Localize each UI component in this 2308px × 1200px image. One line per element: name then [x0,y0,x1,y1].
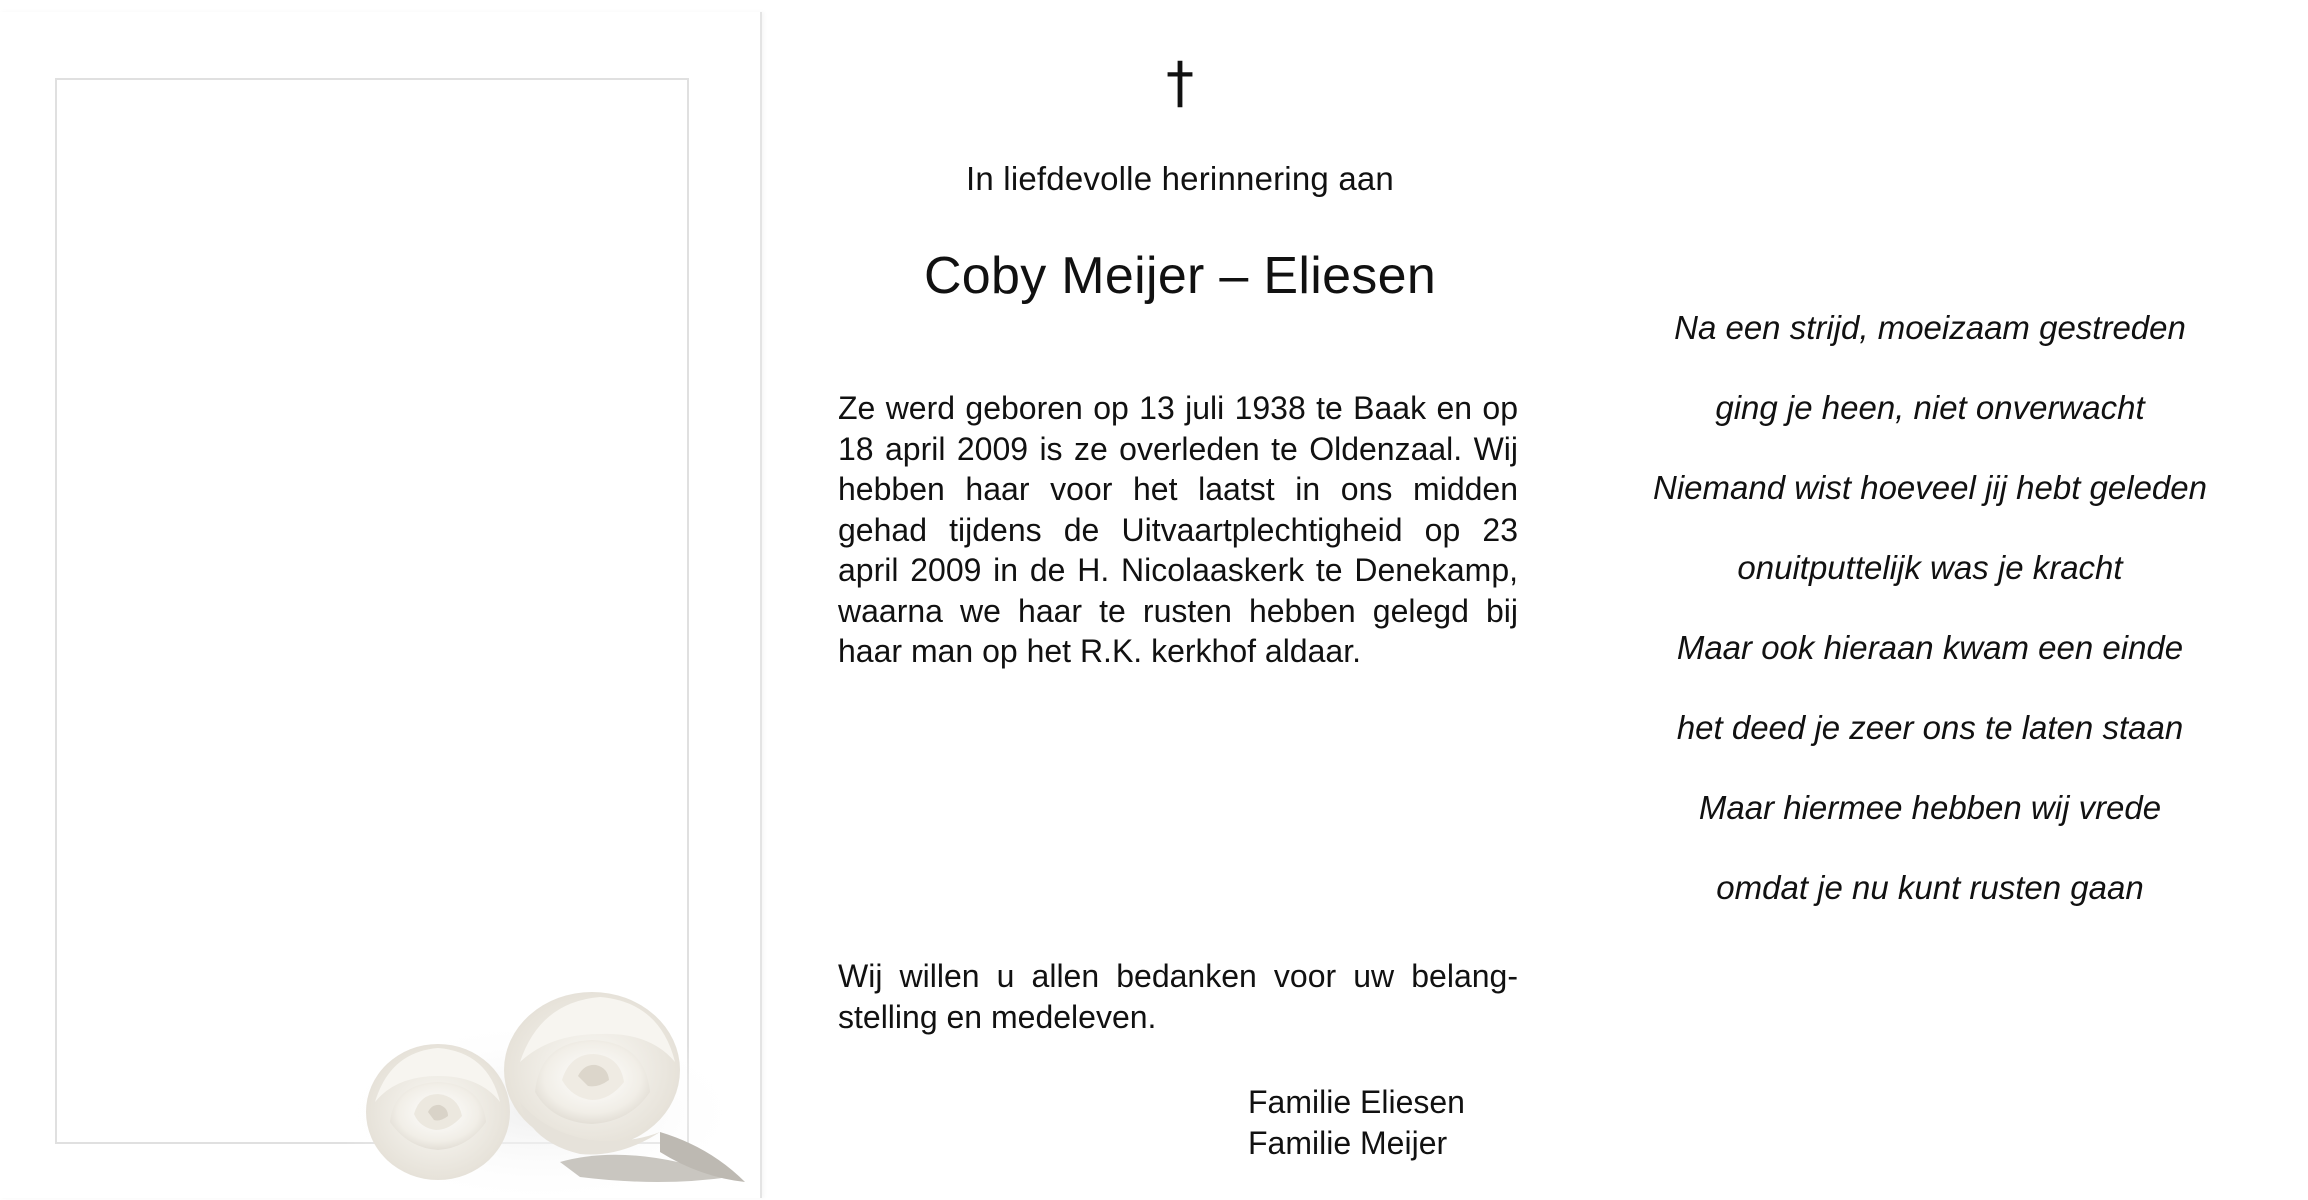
biography-paragraph: Ze werd geboren op 13 juli 1938 te Baak en op 18 april 2009 is ze overleden te Oldenzaal. Wij hebben haar voor het laatst in ons midden gehad tijdens de Uitvaartplechtigheid op 23 april 2009 in de H. Nicolaaskerk te Denekamp, waarna we haar te rusten hebben gelegd bij haar man op het R.K. kerkhof aldaar. [838,390,1518,669]
poem-line: Maar ook hieraan kwam een einde [1676,629,2184,666]
poem-line: het deed je zeer ons te laten staan [1676,709,2184,746]
intro-heading: In liefdevolle herinnering aan [966,160,1394,197]
poem-line: omdat je nu kunt rusten gaan [1716,869,2144,906]
poem-line: Na een strijd, moeizaam gestreden [1674,309,2186,346]
thanks-paragraph: Wij willen u allen bedanken voor uw belang-stelling en medeleven. [838,958,1518,1035]
signature-line: Familie Meijer [1248,1125,1448,1161]
cross-icon: † [1166,51,1194,116]
poem-line: ging je heen, niet onverwacht [1715,389,2145,426]
memorial-text-panel [800,0,1560,1200]
signature-line: Familie Eliesen [1248,1084,1465,1120]
deceased-name: Coby Meijer – Eliesen [923,247,1437,305]
poem-line: Niemand wist hoeveel jij hebt geleden [1652,469,2207,506]
poem-line: onuitputtelijk was je kracht [1737,549,2123,586]
poem [1600,308,2260,948]
card-front-panel [0,12,762,1198]
poem-panel [1600,0,2260,1200]
signatures [1248,1082,1465,1164]
poem-line: Maar hiermee hebben wij vrede [1698,789,2162,826]
white-roses-image [330,972,750,1200]
